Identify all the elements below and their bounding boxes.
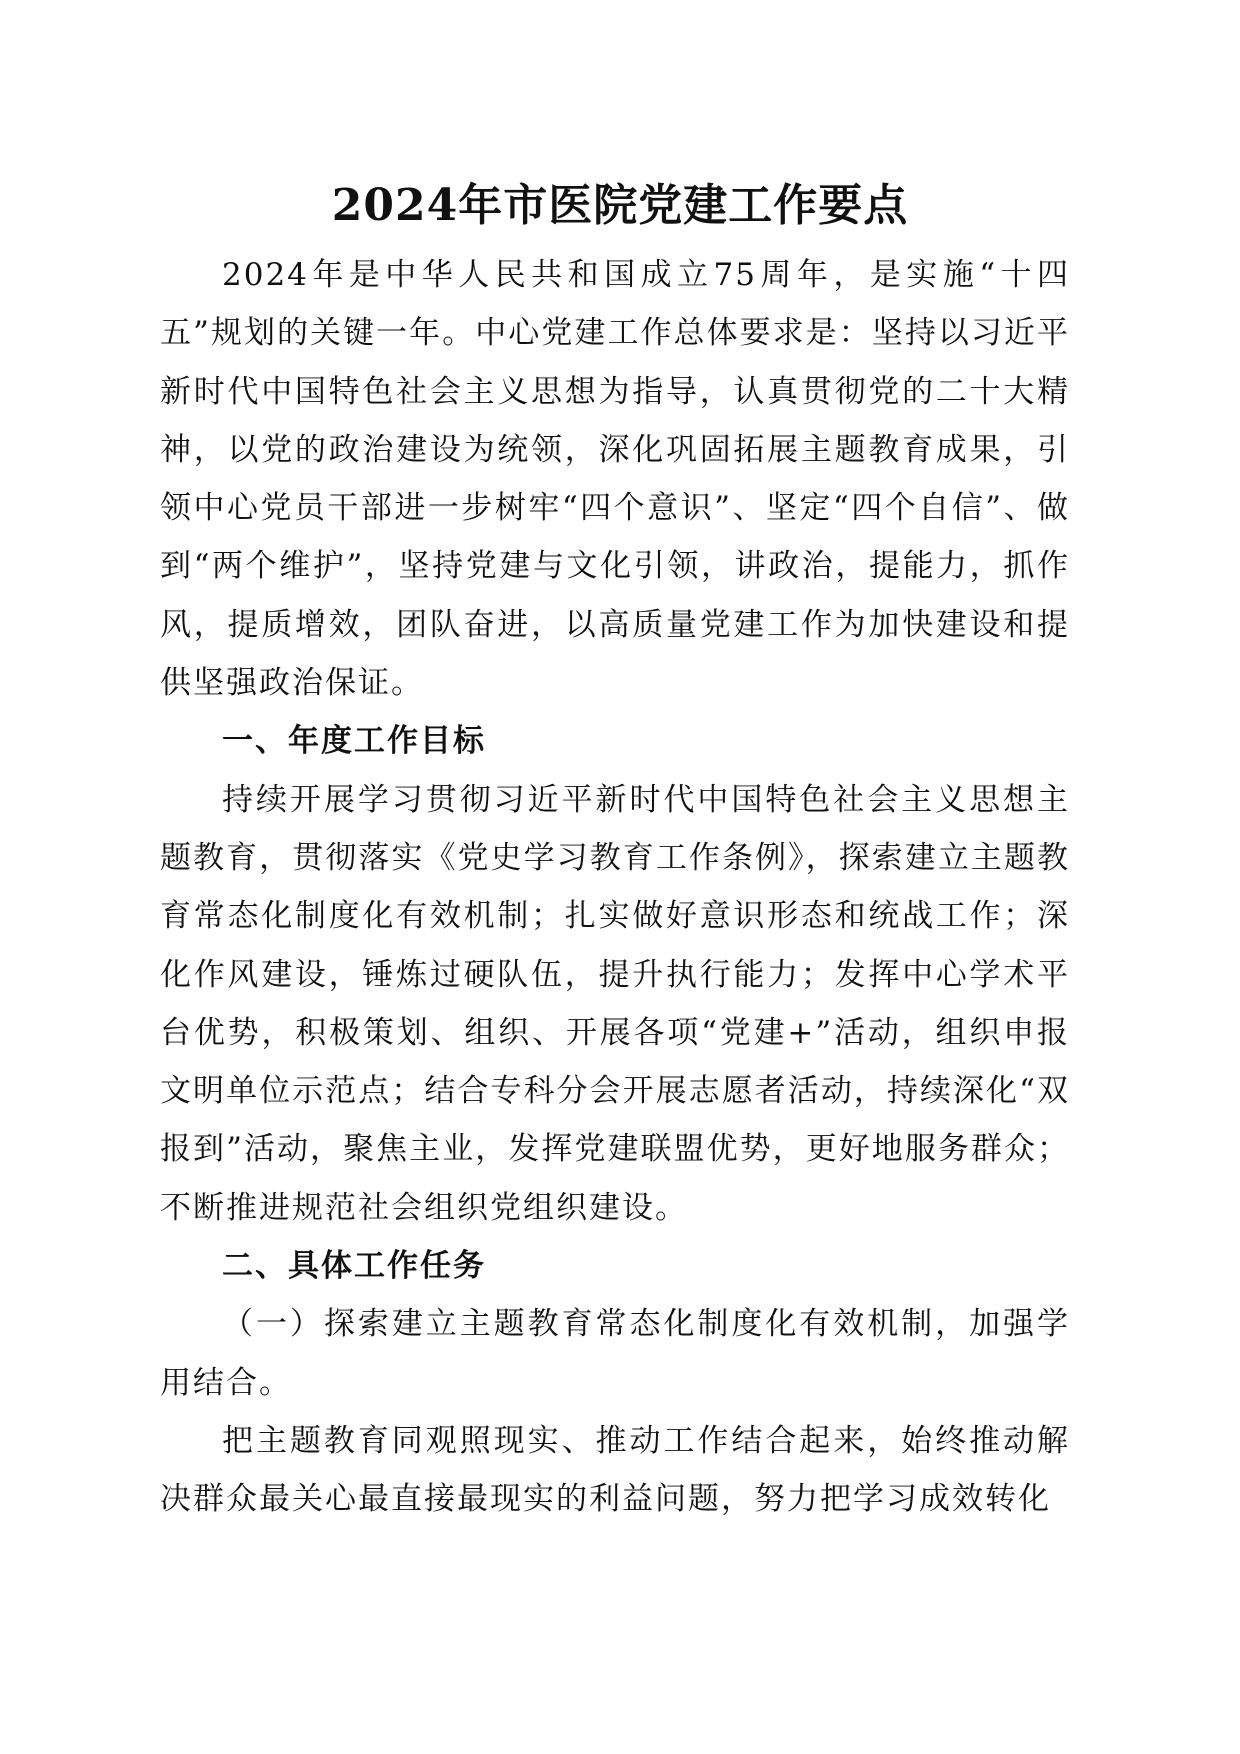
intro-paragraph: 2024年是中华人民共和国成立75周年，是实施“十四五”规划的关键一年。中心党建工作总体要求是：坚持以习近平新时代中国特色社会主义思想为指导，认真贯彻党的二十大精神，以党的政治建设为统领，深化巩固拓展主题教育成果，引领中心党员干部进一步树牢“四个意识”、坚定“四个自信”、做到“两个维护”，坚持党建与文化引领，讲政治，提能力，抓作风，提质增效，团队奋进，以高质量党建工作为加快建设和提供坚强政治保证。 [160, 257, 1070, 702]
subsection-heading-1: （一）探索建立主题教育常态化制度化有效机制，加强学用结合。 [160, 1306, 1070, 1401]
section-heading-goals: 一、年度工作目标 [222, 723, 486, 760]
document-body [160, 246, 1070, 1529]
section-heading-tasks: 二、具体工作任务 [222, 1248, 486, 1285]
subsection-paragraph-1: 把主题教育同观照现实、推动工作结合起来，始终推动解决群众最关心最直接最现实的利益问题，努力把学习成效转化 [160, 1422, 1070, 1518]
document-title: 2024年市医院党建工作要点 [331, 180, 909, 231]
goals-paragraph: 持续开展学习贯彻习近平新时代中国特色社会主义思想主题教育，贯彻落实《党史学习教育工作条例》，探索建立主题教育常态化制度化有效机制；扎实做好意识形态和统战工作；深化作风建设，锤炼过硬队伍，提升执行能力；发挥中心学术平台优势，积极策划、组织、开展各项“党建+”活动，组织申报文明单位示范点；结合专科分会开展志愿者活动，持续深化“双报到”活动，聚焦主业，发挥党建联盟优势，更好地服务群众；不断推进规范社会组织党组织建设。 [160, 781, 1070, 1226]
